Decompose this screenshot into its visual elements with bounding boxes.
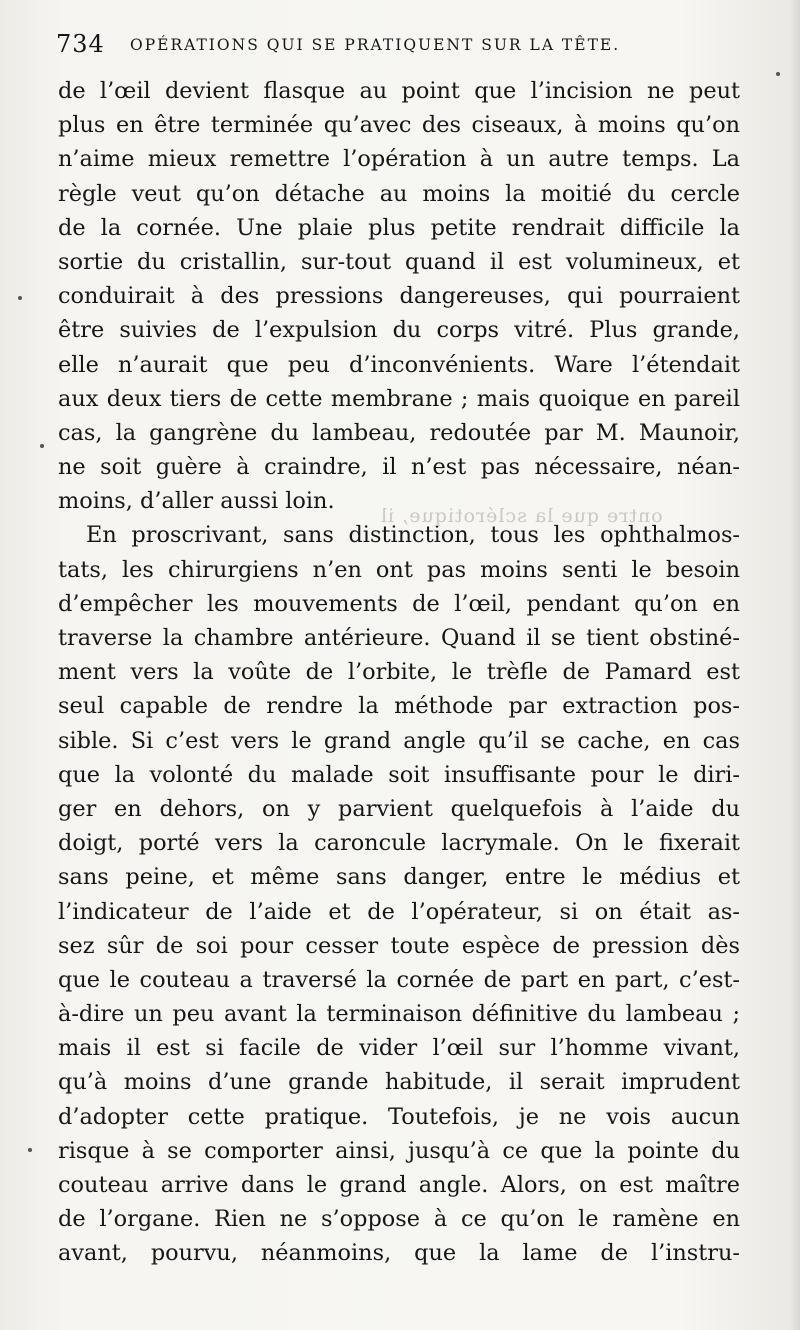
bleed-through-text: ontre que la sclérotique, il xyxy=(380,505,663,527)
text-line: règle veut qu’on détache au moins la moitié du cercle xyxy=(58,180,740,207)
text-line: plus en être terminée qu’avec des ciseaux, à moins qu’on xyxy=(58,112,740,139)
margin-speck xyxy=(18,296,22,300)
text-line: risque à se comporter ainsi, jusqu’à ce que la pointe du xyxy=(58,1137,740,1164)
text-line: doigt, porté vers la caroncule lacrymale. On le fixerait xyxy=(58,830,740,857)
text-line: d’empêcher les mouvements de l’œil, pendant qu’on en xyxy=(58,590,740,617)
body-text xyxy=(58,74,740,1271)
text-line: qu’à moins d’une grande habitude, il serait imprudent xyxy=(58,1069,740,1096)
margin-speck xyxy=(776,72,780,76)
running-head: OPÉRATIONS QUI SE PRATIQUENT SUR LA TÊTE. xyxy=(130,36,621,54)
text-line: cas, la gangrène du lambeau, redoutée par M. Maunoir, xyxy=(58,419,740,446)
text-line: ne soit guère à craindre, il n’est pas nécessaire, néan- xyxy=(58,454,740,481)
text-line: conduirait à des pressions dangereuses, qui pourraient xyxy=(58,283,740,310)
margin-speck xyxy=(40,444,44,448)
text-line: à-dire un peu avant la terminaison définitive du lambeau ; xyxy=(58,1001,740,1028)
text-line: sortie du cristallin, sur-tout quand il est volumineux, et xyxy=(58,248,740,275)
text-line: aux deux tiers de cette membrane ; mais quoique en pareil xyxy=(58,385,740,412)
text-line: elle n’aurait que peu d’inconvénients. Ware l’étendait xyxy=(58,351,740,378)
text-line: n’aime mieux remettre l’opération à un autre temps. La xyxy=(58,146,740,173)
text-line: que la volonté du malade soit insuffisante pour le diri- xyxy=(58,761,740,788)
page-header xyxy=(56,30,746,64)
text-line: que le couteau a traversé la cornée de part en part, c’est- xyxy=(58,966,740,993)
text-line: seul capable de rendre la méthode par extraction pos- xyxy=(58,693,740,720)
text-line: mais il est si facile de vider l’œil sur l’homme vivant, xyxy=(58,1035,740,1062)
text-line: ment vers la voûte de l’orbite, le trèfle de Pamard est xyxy=(58,659,740,686)
text-line: être suivies de l’expulsion du corps vitré. Plus grande, xyxy=(58,317,740,344)
text-line: sible. Si c’est vers le grand angle qu’il se cache, en cas xyxy=(58,727,740,754)
text-line: traverse la chambre antérieure. Quand il se tient obstiné- xyxy=(58,625,740,651)
text-line: sans peine, et même sans danger, entre le médius et xyxy=(58,864,740,891)
paragraph-start-line: En proscrivant, sans distinction, tous les ophthalmos- xyxy=(86,522,740,549)
text-line: ger en dehors, on y parvient quelquefois à l’aide du xyxy=(58,795,740,822)
text-line: de l’œil devient flasque au point que l’incision ne peut xyxy=(58,78,740,104)
page-number: 734 xyxy=(56,30,105,58)
paragraph-end-line: moins, d’aller aussi loin. xyxy=(58,488,335,515)
text-line: avant, pourvu, néanmoins, que la lame de l’instru- xyxy=(58,1240,740,1267)
text-line: de l’organe. Rien ne s’oppose à ce qu’on le ramène en xyxy=(58,1206,740,1233)
text-line: couteau arrive dans le grand angle. Alors, on est maître xyxy=(58,1172,740,1198)
text-line: d’adopter cette pratique. Toutefois, je ne vois aucun xyxy=(58,1103,740,1130)
text-line: sez sûr de soi pour cesser toute espèce de pression dès xyxy=(58,932,740,959)
margin-speck xyxy=(28,1148,32,1152)
text-line: de la cornée. Une plaie plus petite rendrait difficile la xyxy=(58,214,740,241)
text-line: l’indicateur de l’aide et de l’opérateur, si on était as- xyxy=(58,898,740,925)
page-edge-shadow xyxy=(790,0,800,1330)
text-line: tats, les chirurgiens n’en ont pas moins senti le besoin xyxy=(58,556,740,583)
